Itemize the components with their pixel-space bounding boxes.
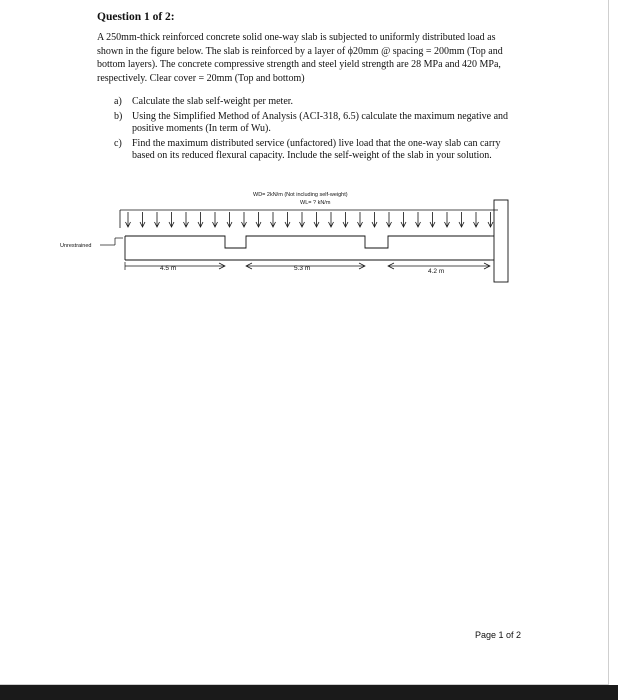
load-arrows <box>126 212 494 227</box>
left-support <box>60 238 123 249</box>
part-text: Find the maximum distributed service (unfactored) live load that the one-way slab can carry based on its reduced flexural capacity. Include the self-weight of the slab in your solution. <box>132 137 501 161</box>
load-arrow <box>140 212 145 227</box>
part-label: a) <box>114 96 122 107</box>
load-arrow <box>387 212 392 227</box>
load-arrow <box>474 212 479 227</box>
load-arrow <box>213 212 218 227</box>
load-arrow <box>300 212 305 227</box>
load-arrow <box>343 212 348 227</box>
load-arrow <box>169 212 174 227</box>
load-arrow <box>198 212 203 227</box>
live-load-label: WL= ? kN/m <box>300 200 331 206</box>
span-label: 4.5 m <box>160 265 177 272</box>
part-b <box>114 111 524 136</box>
slab-outline <box>125 236 490 260</box>
slab-diagram <box>60 184 530 294</box>
load-arrow <box>285 212 290 227</box>
part-a <box>114 96 524 109</box>
distributed-load <box>120 210 498 228</box>
load-arrow <box>271 212 276 227</box>
load-arrow <box>314 212 319 227</box>
load-arrow <box>227 212 232 227</box>
load-arrow <box>256 212 261 227</box>
load-arrow <box>184 212 189 227</box>
page-number: Page 1 of 2 <box>474 630 521 640</box>
span-label: 5.3 m <box>294 265 311 272</box>
load-arrow <box>242 212 247 227</box>
part-text: Calculate the slab self-weight per meter. <box>132 96 294 107</box>
left-support-label: Unrestrained <box>60 243 92 249</box>
load-arrow <box>416 212 421 227</box>
question-parts <box>114 96 524 165</box>
load-arrow <box>488 212 493 227</box>
load-arrow <box>372 212 377 227</box>
span-label: 4.2 m <box>428 268 445 275</box>
question-title: Question 1 of 2: <box>97 11 175 23</box>
load-arrow <box>329 212 334 227</box>
bottom-bar <box>0 685 618 700</box>
load-arrow <box>459 212 464 227</box>
part-label: b) <box>114 110 123 122</box>
load-arrow <box>430 212 435 227</box>
load-arrow <box>445 212 450 227</box>
load-arrow <box>126 212 131 227</box>
part-text: Using the Simplified Method of Analysis (ACI-318, 6.5) calculate the maximum negative and positive moments (In term of Wu). <box>132 110 509 134</box>
load-arrow <box>358 212 363 227</box>
dead-load-label: WD= 2kN/m (Not including self-weight) <box>253 192 348 198</box>
load-arrow <box>155 212 160 227</box>
right-wall-support <box>490 200 508 282</box>
part-c <box>114 138 524 163</box>
question-intro: A 250mm-thick reinforced concrete solid one-way slab is subjected to uniformly distributed load as shown in the figure below. The slab is reinforced by a layer of ϕ20mm @ spacing = 200mm (Top and bottom layers). The concrete compressive strength and steel yield strength are 28 MPa and 420 MPa, respectively. Clear cover = 20mm (Top and bottom) <box>97 32 503 84</box>
load-arrow <box>401 212 406 227</box>
part-label: c) <box>114 137 122 149</box>
